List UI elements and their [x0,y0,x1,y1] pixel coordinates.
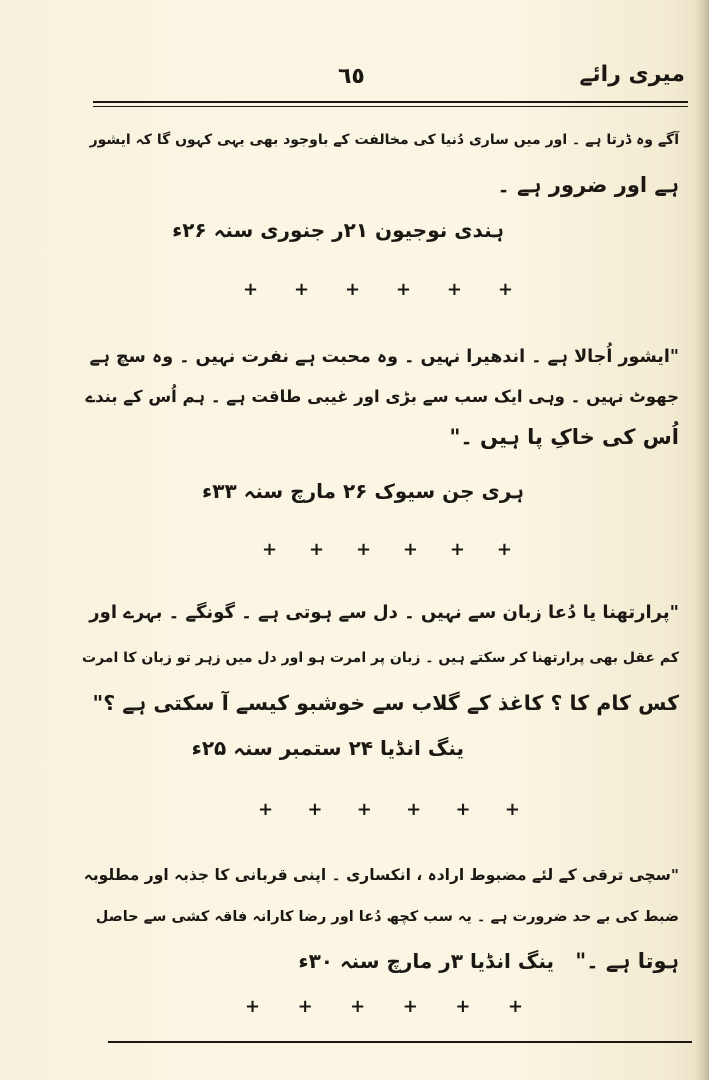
passage-4-source: ینگ انڈیا ۳ر مارچ سنہ ۳۰ء [298,949,554,973]
separator-4 [245,996,523,1017]
passage-1-source: ہندی نوجیون ۲۱ر جنوری سنہ ۲۶ء [172,218,504,242]
page-header [85,62,685,98]
passage-1-line-1: آگے وہ ڈرتا ہے ۔ اور میں ساری دُنیا کی مخالفت کے باوجود بھی یہی کہوں گا کہ ایشور [89,132,679,148]
passage-3-line-1: "پرارتھنا یا دُعا زبان سے نہیں ۔ دل سے ہوتی ہے ۔ گونگے ۔ بہرے اور [89,602,679,623]
separator-mark: + [262,539,278,560]
page-spine-shadow [695,0,709,1080]
separator-mark: + [402,996,418,1017]
separator-mark: + [308,539,325,560]
separator-mark: + [307,799,323,820]
passage-2-line-2: جھوٹ نہیں ۔ وہی ایک سب سے بڑی اور غیبی طاقت ہے ۔ ہم اُس کے بندے [85,387,679,406]
separator-mark: + [243,279,259,300]
separator-mark: + [496,539,512,560]
separator-mark: + [455,996,471,1017]
separator-mark: + [355,539,372,560]
separator-mark: + [293,279,310,300]
separator-mark: + [497,279,513,300]
passage-3-source: ینگ انڈیا ۲۴ ستمبر سنہ ۲۵ء [191,736,464,760]
separator-mark: + [356,799,372,820]
separator-mark: + [258,799,274,820]
separator-mark: + [297,996,313,1017]
separator-mark: + [446,279,462,300]
footer-rule [108,1041,692,1043]
separator-mark: + [245,996,261,1017]
separator-mark: + [402,539,418,560]
page-number: ٦٥ [338,64,365,89]
separator-mark: + [504,799,520,820]
header-rule [93,101,688,103]
separator-mark: + [507,996,523,1017]
passage-1-line-2: ہے اور ضرور ہے ۔ [497,173,679,197]
separator-mark: + [350,996,366,1017]
separator-mark: + [344,279,361,300]
header-rule-thin [93,106,688,107]
passage-2-source: ہری جن سیوک ۲۶ مارچ سنہ ۳۳ء [202,479,524,503]
passage-3-line-2: کم عقل بھی پرارتھنا کر سکتے ہیں ۔ زبان پر امرت ہو اور دل میں زہر تو زبان کا امرت [82,650,679,666]
separator-mark: + [449,539,465,560]
passage-4-line-3: ہوتا ہے ۔" [575,949,679,973]
running-title: میری رائے [579,62,685,87]
separator-mark: + [406,799,422,820]
separator-1 [243,279,513,300]
passage-3-line-3: کس کام کا ؟ کاغذ کے گلاب سے خوشبو کیسے آ سکتی ہے ؟" [92,691,679,715]
passage-4-line-1: "سچی ترقی کے لئے مضبوط ارادہ ، انکساری ۔ اپنی قربانی کا جذبہ اور مطلوبہ [83,866,679,884]
separator-mark: + [395,279,411,300]
passage-2-line-1: "ایشور اُجالا ہے ۔ اندھیرا نہیں ۔ وہ محبت ہے نفرت نہیں ۔ وہ سچ ہے [89,347,679,367]
passage-4-line-2: ضبط کی بے حد ضرورت ہے ۔ یہ سب کچھ دُعا اور رضا کارانہ فاقہ کشی سے حاصل [95,909,679,925]
passage-2-line-3: اُس کی خاکِ پا ہیں ۔" [449,425,679,449]
separator-2 [262,539,512,560]
separator-3 [258,799,520,820]
separator-mark: + [455,799,471,820]
